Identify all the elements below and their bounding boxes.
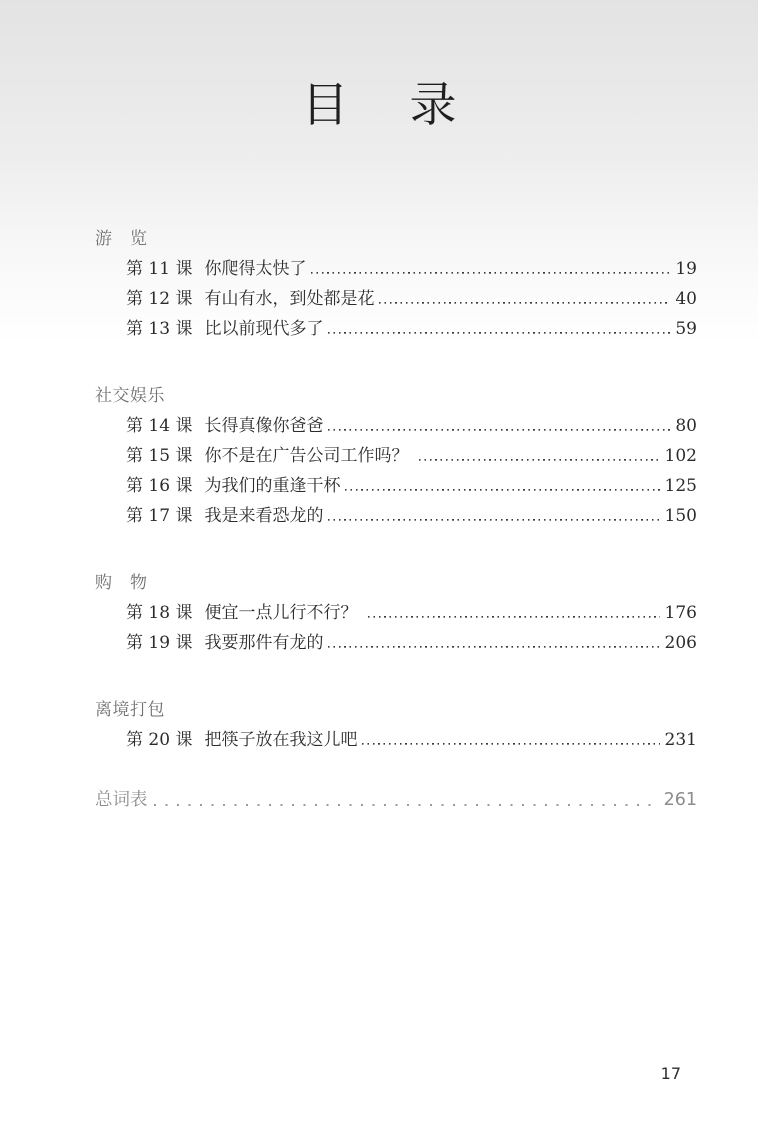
- lesson-title: 长得真像你爸爸: [204, 415, 324, 436]
- toc-entry: [95, 411, 697, 441]
- dot-leader: [379, 284, 670, 314]
- lesson-number: 第 14 课: [126, 415, 193, 436]
- toc-entry: [95, 501, 697, 531]
- lesson-number: 第 12 课: [126, 288, 193, 309]
- lesson-title: 便宜一点儿行不行？: [204, 602, 363, 623]
- lesson-page-number: 125: [664, 475, 697, 496]
- lesson-page-number: 19: [675, 258, 697, 279]
- lesson-number: 第 18 课: [126, 602, 193, 623]
- dot-leader: [311, 254, 670, 284]
- lesson-page-number: 176: [664, 602, 697, 623]
- lesson-number: 第 15 课: [126, 445, 193, 466]
- lesson-title: 我要那件有龙的: [204, 632, 324, 653]
- lesson-page-number: 231: [664, 729, 697, 750]
- lesson-page-number: 80: [675, 415, 697, 436]
- lesson-title: 有山有水，到处都是花: [204, 288, 375, 309]
- page-title: 目 录: [301, 78, 457, 133]
- dot-leader: [345, 471, 659, 501]
- toc-entry: [95, 628, 697, 658]
- lesson-number: 第 13 课: [126, 318, 193, 339]
- toc-entry: [95, 471, 697, 501]
- toc-section-shopping: [95, 568, 697, 658]
- dot-leader: [328, 314, 670, 344]
- lesson-title: 比以前现代多了: [204, 318, 324, 339]
- lesson-number: 第 19 课: [126, 632, 193, 653]
- lesson-title: 为我们的重逢干杯: [204, 475, 341, 496]
- toc-section-departure: [95, 695, 697, 755]
- toc-section-travel: [95, 224, 697, 344]
- toc-entry: [95, 598, 697, 628]
- toc-entry: [95, 441, 697, 471]
- dot-leader: [328, 628, 659, 658]
- section-heading: 社交娱乐: [95, 385, 165, 406]
- section-heading: 游 览: [95, 228, 148, 249]
- lesson-number: 第 11 课: [126, 258, 193, 279]
- lesson-number: 第 16 课: [126, 475, 193, 496]
- vocabulary-label: 总词表: [95, 789, 148, 810]
- table-of-contents: [95, 224, 697, 815]
- toc-entry: [95, 314, 697, 344]
- lesson-title: 把筷子放在我这儿吧: [204, 729, 358, 750]
- toc-section-social: [95, 381, 697, 531]
- vocabulary-page-number: 261: [663, 789, 697, 810]
- lesson-title: 你爬得太快了: [204, 258, 307, 279]
- lesson-title: 你不是在广告公司工作吗？: [204, 445, 414, 466]
- dot-leader: [368, 598, 660, 628]
- folio-page-number: 17: [660, 1064, 681, 1083]
- toc-entry: [95, 725, 697, 755]
- section-heading: 购 物: [95, 572, 148, 593]
- toc-entry: [95, 254, 697, 284]
- dot-leader: [362, 725, 659, 755]
- dot-leader: [419, 441, 660, 471]
- toc-entry: [95, 284, 697, 314]
- vocabulary-index-row: [95, 785, 697, 815]
- lesson-page-number: 40: [675, 288, 697, 309]
- dot-leader: [328, 411, 670, 441]
- lesson-number: 第 17 课: [126, 505, 193, 526]
- lesson-page-number: 150: [664, 505, 697, 526]
- dot-leader: [154, 785, 658, 815]
- lesson-page-number: 206: [664, 632, 697, 653]
- section-heading: 离境打包: [95, 699, 165, 720]
- lesson-page-number: 59: [675, 318, 697, 339]
- lesson-number: 第 20 课: [126, 729, 193, 750]
- dot-leader: [328, 501, 659, 531]
- lesson-title: 我是来看恐龙的: [204, 505, 324, 526]
- lesson-page-number: 102: [664, 445, 697, 466]
